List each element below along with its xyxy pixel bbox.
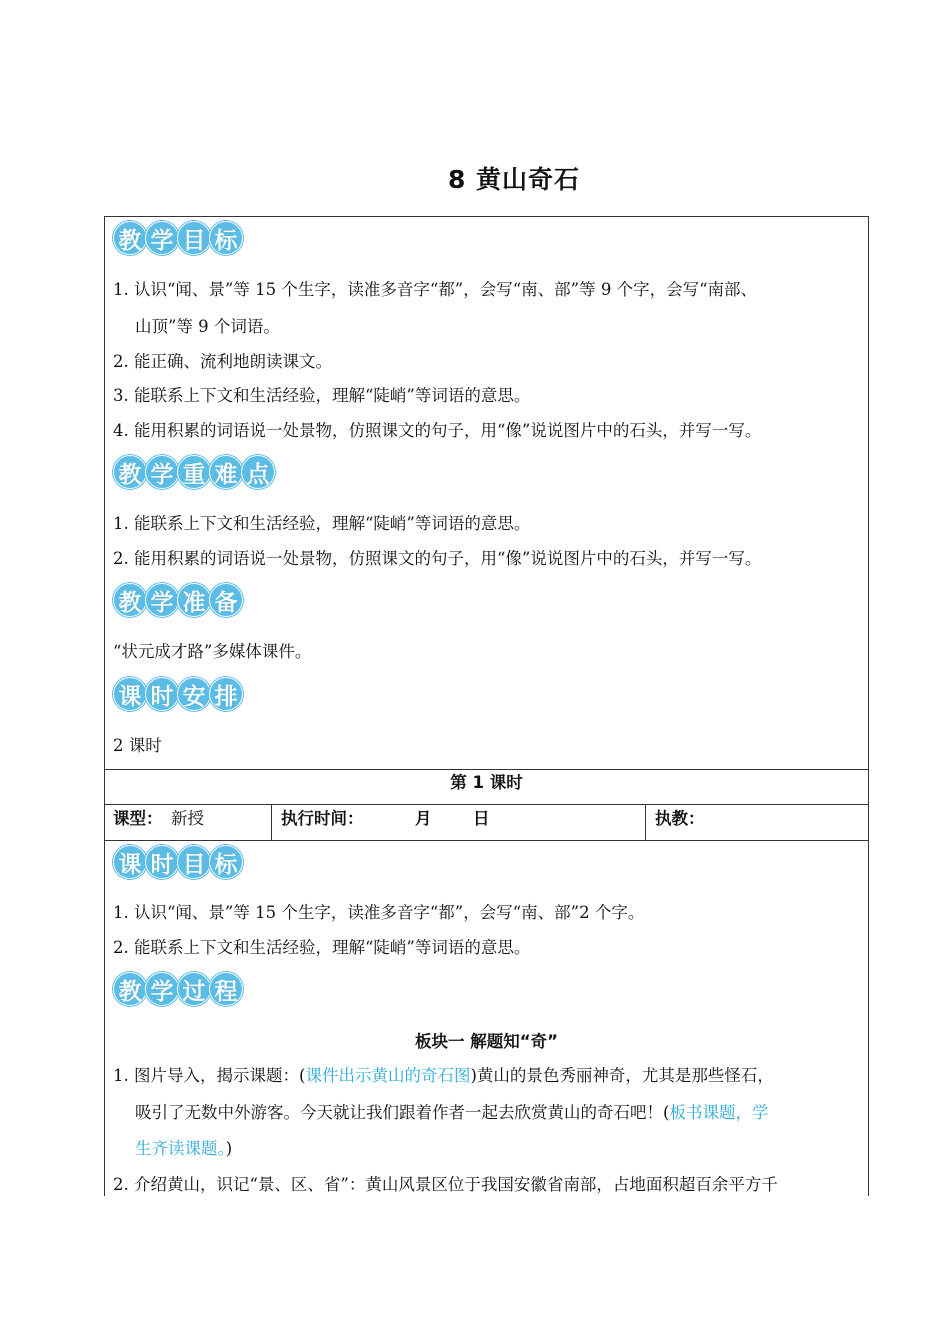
goal-4: 4. 能用积累的词语说一处景物，仿照课文的句子，用“像”说说图片中的石头，并写一写。: [113, 421, 762, 440]
page-title: 8 黄山奇石: [447, 165, 581, 194]
teacher-note: 生齐读课题。: [135, 1139, 226, 1158]
lesson-heading: 第 1 课时: [450, 773, 523, 792]
lesson-type-value: 新授: [171, 809, 204, 828]
section-title: 板块一 解题知“奇”: [415, 1032, 558, 1051]
divider: [105, 840, 868, 841]
divider: [645, 804, 646, 840]
key-point-2: 2. 能用积累的词语说一处景物，仿照课文的句子，用“像”说说图片中的石头，并写一写。: [113, 549, 762, 568]
day-label: 日: [473, 809, 490, 828]
goal-1: 1. 认识“闻、景”等 15 个生字，读准多音字“都”，会写“南、部”等 9 个字，会写“南部、: [113, 280, 758, 299]
month-label: 月: [415, 809, 432, 828]
process-1-cont: 吸引了无数中外游客。今天就让我们跟着作者一起去欣赏黄山的奇石吧！(板书课题，学: [135, 1103, 769, 1122]
badge-teaching-goals: 教 学 目 标: [113, 221, 241, 255]
badge-schedule: 课 时 安 排: [113, 677, 241, 711]
process-1: 1. 图片导入，揭示课题：(课件出示黄山的奇石图)黄山的景色秀丽神奇，尤其是那些怪石，: [113, 1066, 774, 1085]
divider: [105, 804, 868, 805]
key-point-1: 1. 能联系上下文和生活经验，理解“陡峭”等词语的意思。: [113, 514, 531, 533]
exec-time-label: 执行时间：: [281, 809, 364, 828]
badge-preparation: 教 学 准 备: [113, 583, 241, 617]
process-2: 2. 介绍黄山，识记“景、区、省”：黄山风景区位于我国安徽省南部，占地面积超百余平方千: [113, 1175, 778, 1194]
teacher-note: 课件出示黄山的奇石图: [305, 1066, 471, 1085]
lesson-type-label: 课型：: [113, 809, 163, 828]
goal-1-cont: 山顶”等 9 个词语。: [135, 317, 280, 336]
lesson-goal-1: 1. 认识“闻、景”等 15 个生字，读准多音字“都”，会写“南、部”2 个字。: [113, 903, 645, 922]
schedule-text: 2 课时: [113, 736, 162, 755]
divider: [271, 804, 272, 840]
process-1-cont2: 生齐读课题。): [135, 1139, 233, 1158]
teacher-note: 板书课题，学: [669, 1103, 769, 1122]
badge-lesson-goals: 课 时 目 标: [113, 845, 241, 879]
preparation-text: “状元成才路”多媒体课件。: [113, 642, 312, 661]
badge-teaching-process: 教 学 过 程: [113, 972, 241, 1006]
teacher-label: 执教：: [655, 809, 705, 828]
lesson-goal-2: 2. 能联系上下文和生活经验，理解“陡峭”等词语的意思。: [113, 938, 531, 957]
goal-2: 2. 能正确、流利地朗读课文。: [113, 352, 332, 371]
divider: [105, 769, 868, 770]
goal-3: 3. 能联系上下文和生活经验，理解“陡峭”等词语的意思。: [113, 386, 531, 405]
lesson-plan-table: [104, 216, 869, 1196]
badge-key-points: 教 学 重 难 点: [113, 455, 273, 489]
